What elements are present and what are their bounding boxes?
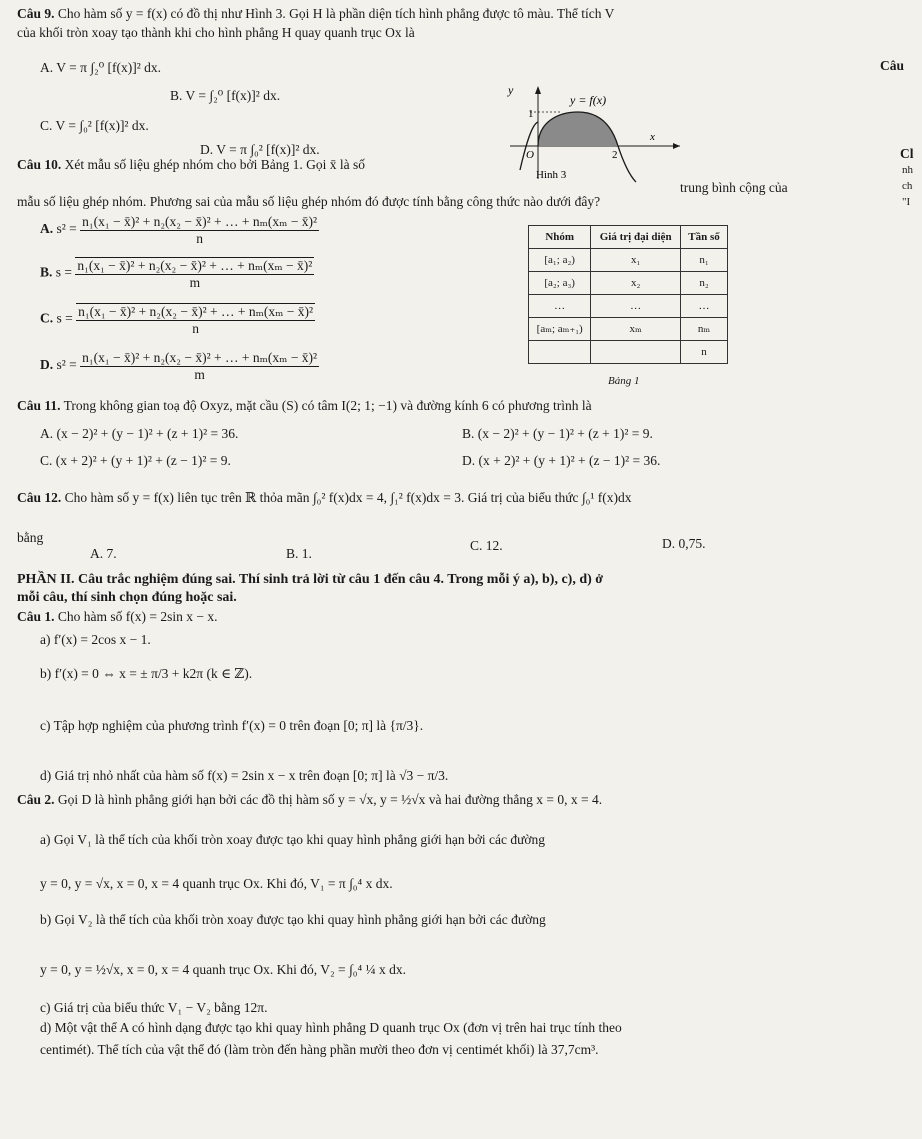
p1-item-a: a) f′(x) = 2cos x − 1. [40,632,151,647]
p2-line [17,792,602,808]
q10-c-label: C. [40,310,54,326]
q9-option-a: A. V = π ∫₂⁰ [f(x)]² dx. [40,60,162,75]
q10-option-b [40,257,314,290]
table-cell: … [529,295,591,318]
q10-line1 [17,157,365,173]
q12-option-c: C. 12. [470,538,503,553]
right-margin-frag-2: nh [902,164,913,176]
q11-option-c: C. (x + 2)² + (y + 1)² + (z − 1)² = 9. [40,453,231,468]
fig-y-label: y [508,84,514,97]
q9-option-b: B. V = ∫₂⁰ [f(x)]² dx. [170,88,281,103]
p1-text: Cho hàm số f(x) = 2sin x − x. [57,609,218,624]
table-cell [591,341,681,364]
q10-d-label: D. [40,357,54,373]
q12-option-d: D. 0,75. [662,536,706,551]
table-cell: nₘ [680,318,727,341]
p2-item-b-line2: y = 0, y = ½√x, x = 0, x = 4 quanh trục Ox. Khi đó, V₂ = ∫₀⁴ ¼ x dx. [40,962,407,977]
fig-caption: Hình 3 [536,169,567,181]
q10-b-label: B. [40,264,53,280]
table-cell: [a₂; a₃) [529,272,591,295]
q10-text-1: Xét mẫu số liệu ghép nhóm cho bởi Bảng 1. Gọi x̄ là số [64,157,365,172]
table-cell: x₁ [591,249,681,272]
q12-title: Câu 12. [17,490,62,505]
q10-option-c [40,303,315,336]
p2-item-c: c) Giá trị của biểu thức V₁ − V₂ bằng 12π. [40,1000,268,1015]
table-row [529,272,728,295]
table-cell: n₁ [680,249,727,272]
table-row [529,318,728,341]
p1-item-d: d) Giá trị nhỏ nhất của hàm số f(x) = 2sin x − x trên đoạn [0; π] là √3 − π/3. [40,768,449,783]
p2-item-d-line1: d) Một vật thể A có hình dạng được tạo khi quay hình phẳng D quanh trục Ox (đơn vị trên hai trục tính theo [40,1020,622,1035]
q10-a-numerator: n₁(x₁ − x̄)² + n₂(x₂ − x̄)² + … + nₘ(xₘ − x̄)² [82,214,318,229]
right-margin-frag-1: Cl [900,146,914,161]
q11-text: Trong không gian toạ độ Oxyz, mặt cầu (S) có tâm I(2; 1; −1) và đường kính 6 có phương trình là [63,398,592,413]
q10-a-fraction [80,214,319,246]
q12-bang: bằng [17,530,44,545]
table-cell: … [680,295,727,318]
table-cell: … [591,295,681,318]
p1-title: Câu 1. [17,609,55,624]
q10-b-denominator: m [189,274,201,290]
q10-line2: mẫu số liệu ghép nhóm. Phương sai của mẫu số liệu ghép nhóm đó được tính bằng công thức nào dưới đây? [17,194,601,209]
q11-line [17,398,592,414]
q10-c-lhs: s = [56,310,73,326]
q10-d-lhs: s² = [56,357,77,373]
fig-origin-label: O [526,149,534,161]
fig-two-label: 2 [612,149,618,161]
p2-title: Câu 2. [17,792,55,807]
q12-line [17,490,632,506]
p2-item-d-line2: centimét). Thể tích của vật thể đó (làm tròn đến hàng phần mười theo đơn vị centimét khối) là 37,7cm³. [40,1042,599,1057]
table-header-cell: Giá trị đại diện [591,226,681,249]
p2-item-a-line2: y = 0, y = √x, x = 0, x = 4 quanh trục Ox. Khi đó, V₁ = π ∫₀⁴ x dx. [40,876,393,891]
table-header-cell: Tần số [680,226,727,249]
q12-text: Cho hàm số y = f(x) liên tục trên ℝ thỏa mãn ∫₀² f(x)dx = 4, ∫₁² f(x)dx = 3. Giá trị của biểu thức ∫₀¹ f(x)dx [64,490,632,505]
q10-table-caption: Bảng 1 [608,375,640,387]
right-margin-frag-4: "I [902,196,911,208]
q9-text-1: Cho hàm số y = f(x) có đồ thị như Hình 3. Gọi H là phần diện tích hình phẳng được tô màu. Thể tích V [57,6,615,21]
p2-text: Gọi D là hình phẳng giới hạn bởi các đồ thị hàm số y = √x, y = ½√x và hai đường thẳng x = 0, x = 4. [57,792,603,807]
fig-x-label: x [650,131,655,143]
fig-func-label: y = f(x) [570,93,607,107]
q10-b-fraction [75,258,314,290]
q11-option-a: A. (x − 2)² + (y − 1)² + (z + 1)² = 36. [40,426,239,441]
q10-table [528,225,728,364]
part2-heading-line2: mỗi câu, thí sinh chọn đúng hoặc sai. [17,590,237,605]
right-margin-cau: Câu [880,58,905,73]
table-cell: [a₁; a₂) [529,249,591,272]
q10-c-sqrt [76,303,315,336]
q10-a-denominator: n [196,230,204,246]
q9-figure [500,84,690,184]
q12-option-b: B. 1. [286,546,312,561]
q11-option-d: D. (x + 2)² + (y + 1)² + (z − 1)² = 36. [462,453,661,468]
q12-option-a: A. 7. [90,546,117,561]
part2-heading-line1: PHẦN II. Câu trắc nghiệm đúng sai. Thí sinh trả lời từ câu 1 đến câu 4. Trong mỗi ý a), b), c), d) ở [17,572,604,587]
q10-text-1b: trung bình cộng của [680,180,788,195]
q10-title: Câu 10. [17,157,62,172]
q10-b-numerator: n₁(x₁ − x̄)² + n₂(x₂ − x̄)² + … + nₘ(xₘ − x̄)² [77,258,313,273]
table-cell: xₘ [591,318,681,341]
table-row [529,295,728,318]
table-cell: [aₘ; aₘ₊₁) [529,318,591,341]
table-header-row [529,226,728,249]
q10-a-label: A. [40,221,54,237]
q10-c-fraction [76,304,315,336]
right-margin-frag-3: ch [902,180,913,192]
table-row [529,341,728,364]
q9-line2: của khối tròn xoay tạo thành khi cho hình phẳng H quay quanh trục Ox là [17,25,415,40]
q10-c-denominator: n [192,320,199,336]
q10-option-d [40,350,319,382]
q10-d-numerator: n₁(x₁ − x̄)² + n₂(x₂ − x̄)² + … + nₘ(xₘ − x̄)² [82,350,318,365]
q9-option-d: D. V = π ∫₀² [f(x)]² dx. [200,142,320,157]
p2-item-a-line1: a) Gọi V₁ là thể tích của khối tròn xoay được tạo khi quay hình phẳng giới hạn bởi các đường [40,832,546,847]
q11-option-b: B. (x − 2)² + (y − 1)² + (z + 1)² = 9. [462,426,653,441]
p1-line [17,609,218,625]
q9-title: Câu 9. [17,6,55,21]
q11-title: Câu 11. [17,398,61,413]
q10-b-sqrt [75,257,314,290]
table-row [529,249,728,272]
table-cell: n₂ [680,272,727,295]
p1-item-b: b) f′(x) = 0 ⇔ x = ± π/3 + k2π (k ∈ ℤ). [40,666,253,681]
p1-item-c: c) Tập hợp nghiệm của phương trình f′(x) = 0 trên đoạn [0; π] là {π/3}. [40,718,424,733]
table-cell: x₂ [591,272,681,295]
q9-line1 [17,6,614,22]
q10-a-lhs: s² = [56,221,77,237]
q10-option-a [40,214,319,246]
q10-d-fraction [80,350,319,382]
q9-option-c: C. V = ∫₀² [f(x)]² dx. [40,118,149,133]
fig-one-label: 1 [528,108,534,120]
q10-b-lhs: s = [55,264,73,280]
q10-d-denominator: m [194,366,205,382]
table-cell [529,341,591,364]
p2-item-b-line1: b) Gọi V₂ là thể tích của khối tròn xoay được tạo khi quay hình phẳng giới hạn bởi các đường [40,912,546,927]
table-cell: n [680,341,727,364]
table-header-cell: Nhóm [529,226,591,249]
q10-c-numerator: n₁(x₁ − x̄)² + n₂(x₂ − x̄)² + … + nₘ(xₘ − x̄)² [78,304,314,319]
